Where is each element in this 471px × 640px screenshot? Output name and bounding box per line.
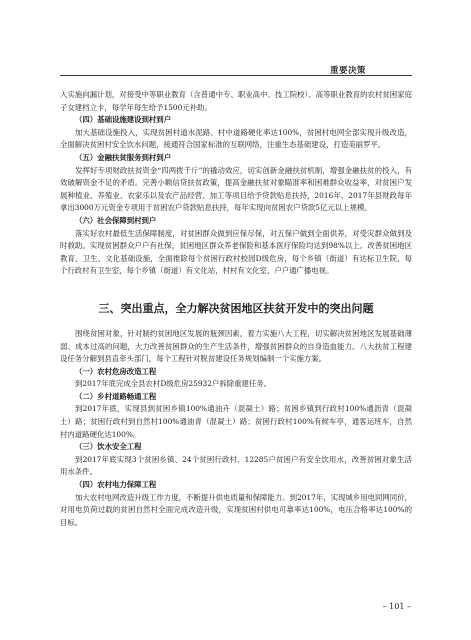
page-number: – 101 – (382, 602, 411, 611)
body-paragraph: 入实施向漏计划，对接受中等职业教育（含普通中专、职业高中、技工院校）、高等职业教育的农村贫困家庭子女建档立卡，每学年每生给予1500元补助。 (60, 90, 412, 112)
running-header: 重要决策 (330, 66, 367, 76)
body-paragraph: 到2017年底实现3个贫困乡镇、24个贫困行政村、12285户贫困户有安全饮用水，改善贫困对象生活用水条件。 (60, 454, 412, 477)
subsection-heading: （四）基础设施建设到村到户 (75, 115, 172, 125)
body-paragraph: 发挥好专项财政扶贫资金“四两拨千斤”的撬动效应，切实创新金融扶贫机制，增强金融扶贫的投入，有效破解资金不足的矛盾。完善小额信贷扶贫政策，提高金融扶贫对象瞄准率和困难群众收益率，对贫困户发展种植业、养殖业、农家乐以及农产品经营、加工等项目给予贷款贴息扶持，2016年、2017年县财政每年拿出3000万元资金专项用于贫困农户贷款贴息扶持，每年实现向贫困农户贷款5亿元以上规模。 (60, 165, 412, 213)
subsection-heading: （四）农村电力保障工程 (75, 480, 157, 490)
body-paragraph: 围绕贫困对象，针对制约贫困地区发展的瓶颈因素，着力实施八大工程，切实解决贫困地区发展基础薄弱、成本过高的问题，大力改善贫困群众的生产生活条件，增强贫困群众的自身造血能力。八大扶贫工程建设任务分解到县直牵头部门，每个工程针对脱贫建设任务规划编制一个实施方案。 (60, 328, 412, 364)
body-paragraph: 加大基础设施投入，实现贫困村道水泥路、村中道路硬化率达100%，贫困村电网全部实现升级改造，全面解决贫困村安全饮水问题，接通符合国家标准的互联网络，注重生态基础建设，打造美丽罗平。 (60, 127, 412, 150)
subsection-heading: （三）饮水安全工程 (75, 442, 142, 452)
body-paragraph: 到2017年底完成全县农村D级危房25932户拆除重建任务。 (75, 379, 272, 389)
body-paragraph: 加大农村电网改造升级工作力度，不断提升供电质量和保障能力。到2017年，实现城乡用电同网同价，对用电负荷过载的贫困自然村全面完成改造升级，实现贫困村供电可靠率达100%，电压合格率达100%的目标。 (60, 492, 412, 527)
body-paragraph: 落实好农村最低生活保障制度，对贫困群众做到应保尽保，对五保户做到全面供养，对受灾群众做到及时救助。实现贫困群众户户有社保，贫困地区群众养老保险和基本医疗保险均达到98%以上。改善贫困地区教育、卫生、文化基础设施，全面推除每个贫困行政村校园D级危房，每个乡镇（街道）有达标卫生院，每个行政村有卫生室，每个乡镇（街道）有文化站，村村有文化室，户户通广播电视。 (60, 228, 412, 276)
subsection-heading: （一）农村危房改造工程 (75, 366, 157, 376)
subsection-heading: （六）社会保障到村到户 (75, 215, 157, 225)
subsection-heading: （二）乡村道路畅通工程 (75, 391, 157, 401)
body-paragraph: 到2017年底，实现县到贫困乡镇100%通油卉（混凝土）路；贫困乡镇到行政村100%通沥青（混凝土）路；贫困行政村到自然村100%通油青（混凝土）路；贫困行政村100%有候车亭，通客运班车，自然村内道路硬化达100%。 (60, 404, 412, 439)
article-body (60, 89, 412, 529)
subsection-heading: （五）金融扶贫服务到村到户 (75, 152, 172, 162)
section-heading: 三、突出重点，全力解决贫困地区扶贫开发中的突出问题 (98, 301, 374, 315)
